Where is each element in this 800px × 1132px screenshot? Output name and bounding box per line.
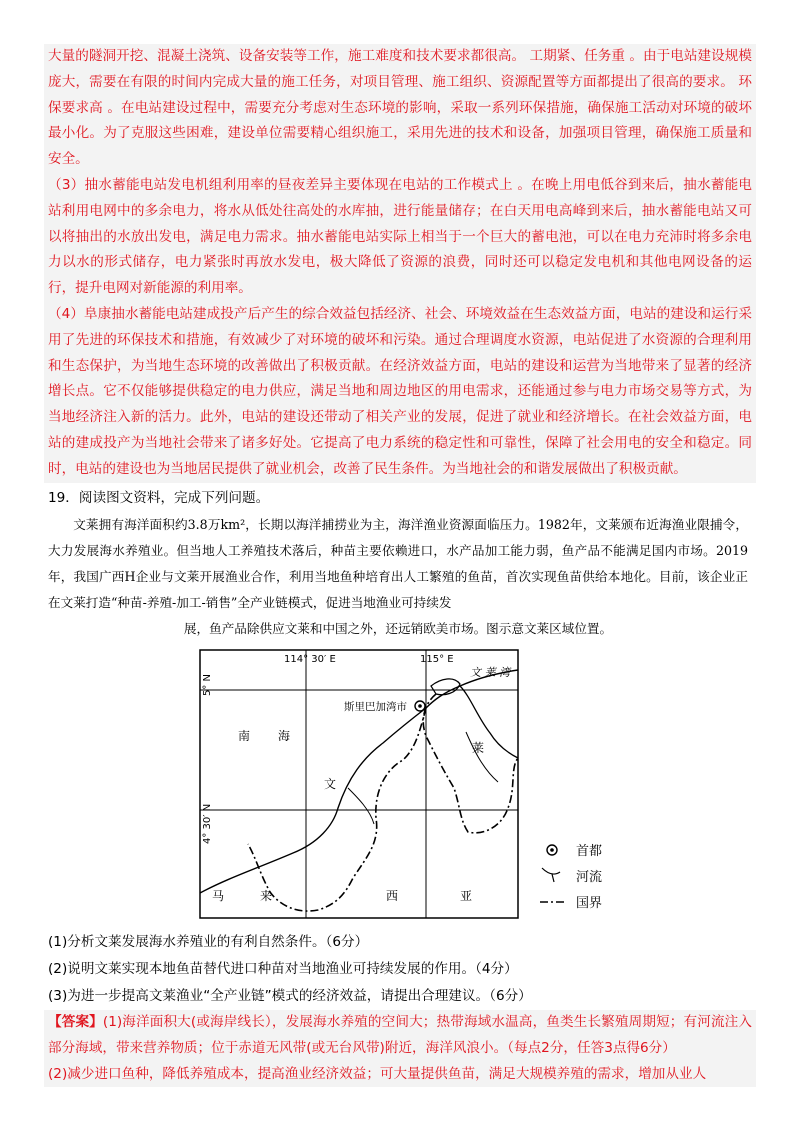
answer-line-2: (2)减少进口鱼种，降低养殖成本，提高渔业经济效益；可大量提供鱼苗，满足大规模养殖的需求，增加从业人 <box>48 1065 707 1082</box>
answer-paragraph-3: （3）抽水蓄能电站发电机组利用率的昼夜差异主要体现在电站的工作模式上 。在晚上用电低谷到来后，抽水蓄能电站利用电网中的多余电力，将水从低处往高处的水库抽，进行能量储存；在白天用电高峰到来后，抽水蓄能电站又可以将抽出的水放出发电，满足电力需求。抽水蓄能电站实际上相当于一个巨大的蓄电池，可以在电力充沛时将多余电力以水的形式储存，电力紧张时再放水发电，极大降低了资源的浪费，同时还可以稳定发电机和其他电网设备的运行，提升电网对新能源的利用率。 <box>48 176 752 297</box>
capital-label: 斯里巴加湾市 <box>344 701 407 713</box>
sub-question-1: (1)分析文莱发展海水养殖业的有利自然条件。（6分） <box>48 934 369 950</box>
answer-block <box>44 1010 756 1087</box>
river-2 <box>466 732 498 782</box>
lon-label-114-30: 114° 30′ E <box>284 654 336 665</box>
legend-river-icon <box>542 868 560 882</box>
east-coast <box>460 686 518 758</box>
legend-river-label: 河流 <box>576 870 603 885</box>
answer-text-block <box>44 44 756 483</box>
lon-label-115: 115° E <box>420 654 454 665</box>
map-legend <box>540 843 602 911</box>
malaysia-label-2: 来 <box>260 889 273 903</box>
answer-line-1 <box>44 1010 756 1062</box>
answer-paragraph-4: （4）阜康抽水蓄能电站建成投产后产生的综合效益包括经济、社会、环境效益在生态效益方面，电站的建设和运行采用了先进的环保技术和措施，有效减少了对环境的破坏和污染。通过合理调度水资源，电站促进了水资源的合理利用和生态保护，为当地生态环境的改善做出了积极贡献。在经济效益方面，电站的建设和运营为当地带来了显著的经济增长点。它不仅能够提供稳定的电力供应，满足当地和周边地区的用电需求，还能通过参与电力市场交易等方式，为当地经济注入新的活力。此外，电站的建设还带动了相关产业的发展，促进了就业和经济增长。在社会效益方面，电站的建成投产为当地社会带来了诸多好处。它提高了电力系统的稳定性和可靠性，保障了社会用电的安全和稳定。同时，电站的建设也为当地居民提供了就业机会，改善了民生条件。为当地社会的和谐发展做出了积极贡献。 <box>48 305 752 477</box>
sub-question-2: (2)说明文莱实现本地鱼苗替代进口种苗对当地渔业可持续发展的作用。（4分） <box>48 961 518 977</box>
answer-1-text: (1)海洋面积大(或海岸线长），发展海水养殖的空间大；热带海域水温高，鱼类生长繁殖周期短；有河流注入部分海域，带来营养物质；位于赤道无风带(或无台风带)附近，海洋风浪小。（每点2分，任答3点得6分） <box>48 1014 752 1056</box>
malaysia-label-3: 西 <box>386 889 399 903</box>
answer-paragraph-2: 大量的隧洞开挖、混凝土浇筑、设备安装等工作，施工难度和技术要求都很高。 工期紧、任务重 。由于电站建设规模庞大，需要在有限的时间内完成大量的施工任务，对项目管理、施工组织、资源配置等方面都提出了很高的要求。 环保要求高 。在电站建设过程中，需要充分考虑对生态环境的影响，采取一系列环保措施，确保施工活动对环境的破坏最小化。为了克服这些困难，建设单位需要精心组织施工，采用先进的技术和设备，加强项目管理，确保施工质量和安全。 <box>48 48 752 168</box>
malaysia-label-1: 马 <box>212 889 225 903</box>
legend-border-label: 国界 <box>576 896 603 911</box>
river-1 <box>348 788 374 824</box>
material-last-line: 展，鱼产品除供应文莱和中国之外，还远销欧美市场。图示意文莱区域位置。 <box>183 621 613 636</box>
question-title: 19．阅读图文资料，完成下列问题。 <box>48 490 270 506</box>
sea-label-2: 海 <box>278 729 291 743</box>
brunei-location-map <box>198 648 758 920</box>
malaysia-label-4: 亚 <box>460 889 473 903</box>
material-main: 文莱拥有海洋面积约3.8万km²，长期以海洋捕捞业为主，海洋渔业资源面临压力。1982年，文莱颁布近海渔业限捕令，大力发展海水养殖业。但当地人工养殖技术落后，种苗主要依赖进口，水产品加工能力弱，鱼产品不能满足国内市场。2019年，我国广西H企业与文莱开展渔业合作，利用当地鱼种培育出人工繁殖的鱼苗，首次实现鱼苗供给本地化。目前，该企业正在文莱打造“种苗-养殖-加工-销售”全产业链模式，促进当地渔业可持续发 <box>48 517 748 610</box>
lat-label-4-30n: 4° 30′ N <box>202 803 213 844</box>
border-east <box>423 694 518 833</box>
question-material <box>48 512 748 642</box>
legend-capital-label: 首都 <box>576 844 603 859</box>
bay-label: 文 莱 湾 <box>470 666 510 679</box>
brunei-label-west: 文 <box>324 777 337 791</box>
sea-label-1: 南 <box>238 729 251 743</box>
lat-label-5n: 5° N <box>202 673 213 696</box>
sub-question-3: (3)为进一步提高文莱渔业“全产业链”模式的经济效益，请提出合理建议。（6分） <box>48 988 532 1004</box>
brunei-label-east: 莱 <box>472 741 485 755</box>
answer-tag: 【答案】 <box>48 1014 103 1030</box>
